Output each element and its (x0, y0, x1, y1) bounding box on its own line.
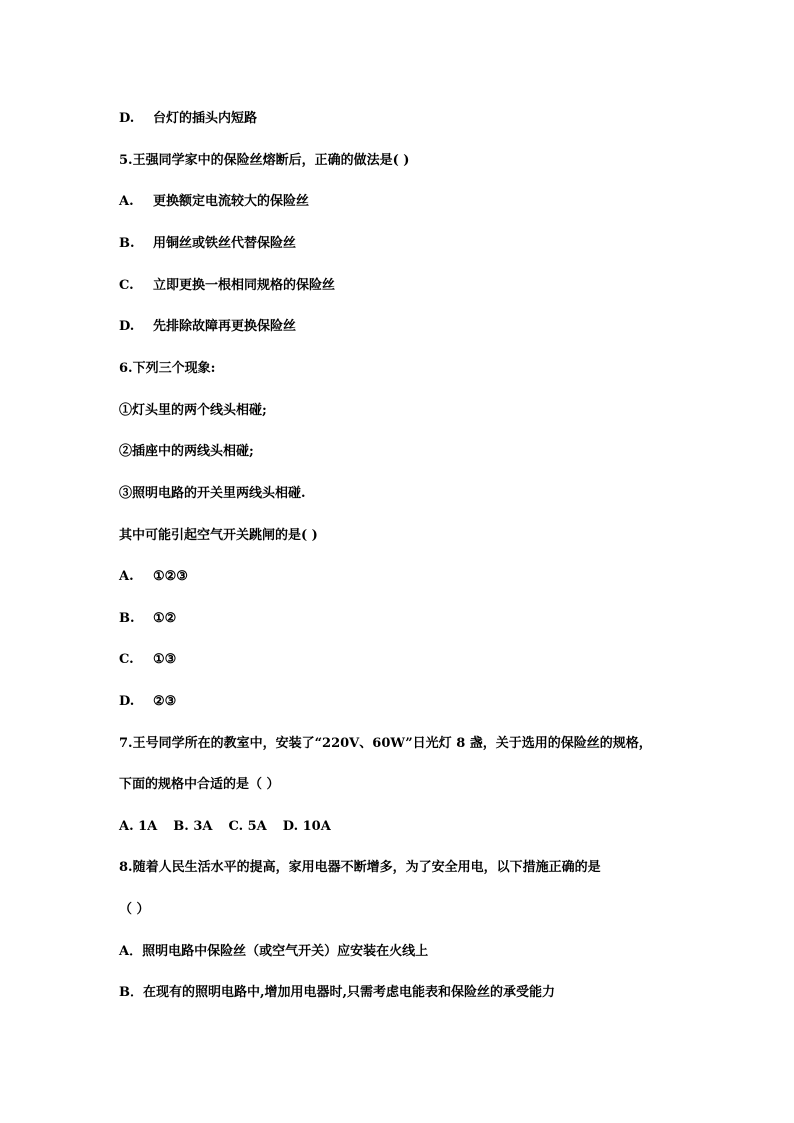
option-label: A. (119, 569, 134, 584)
option-text: 台灯的插头内短路 (153, 111, 258, 126)
q8-stem-line-1: 8.随着人民生活水平的提高，家用电器不断增多，为了安全用电，以下措施正确的是 (119, 860, 601, 875)
q7-option-c: C. 5A (228, 819, 267, 834)
q5-option-a (119, 194, 309, 210)
q8-stem-line-2: （ ） (119, 902, 150, 917)
option-label: A. (119, 194, 134, 209)
q6-option-c (119, 652, 176, 668)
q6-item-2: ②插座中的两线头相碰; (119, 444, 254, 459)
q8-option-a: A．照明电路中保险丝（或空气开关）应安装在火线上 (119, 944, 429, 959)
q7-option-d: D. 10A (282, 819, 331, 834)
q7-option-b: B. 3A (173, 819, 213, 834)
option-label: C. (119, 278, 134, 293)
option-text: 先排除故障再更换保险丝 (153, 319, 297, 334)
q6-question: 其中可能引起空气开关跳闸的是( ) (119, 528, 318, 543)
q8-option-b: B．在现有的照明电路中,增加用电器时,只需考虑电能表和保险丝的承受能力 (119, 985, 556, 1000)
q6-option-b (119, 611, 176, 627)
q5-stem: 5.王强同学家中的保险丝熔断后，正确的做法是( ) (119, 153, 410, 168)
q7-stem-line-1: 7.王号同学所在的教室中，安装了“220V、60W”日光灯 8 盏，关于选用的保险丝的规格， (119, 736, 652, 751)
option-text: ②③ (153, 694, 177, 709)
option-text: ①②③ (153, 569, 188, 584)
q5-option-d (119, 319, 296, 335)
q6-option-d (119, 694, 176, 710)
option-text: ①③ (153, 652, 177, 667)
q6-stem: 6.下列三个现象: (119, 361, 216, 376)
q7-option-a: A. 1A (119, 819, 158, 834)
option-label: D. (119, 694, 135, 709)
q5-option-b (119, 236, 296, 252)
option-text: ①② (153, 611, 177, 626)
q6-option-a (119, 569, 188, 585)
q6-item-3: ③照明电路的开关里两线头相碰. (119, 486, 306, 501)
option-text: 用铜丝或铁丝代替保险丝 (153, 236, 297, 251)
q7-stem-line-2: 下面的规格中合适的是（ ） (119, 777, 280, 792)
option-label: B. (119, 236, 135, 251)
option-label: C. (119, 652, 134, 667)
q4-option-d (119, 111, 257, 127)
option-label: D. (119, 111, 135, 126)
option-text: 更换额定电流较大的保险丝 (153, 194, 310, 209)
q6-item-1: ①灯头里的两个线头相碰; (119, 403, 267, 418)
q5-option-c (119, 278, 335, 294)
option-text: 立即更换一根相同规格的保险丝 (153, 278, 336, 293)
q7-options (119, 819, 347, 835)
option-label: B. (119, 611, 135, 626)
option-label: D. (119, 319, 135, 334)
